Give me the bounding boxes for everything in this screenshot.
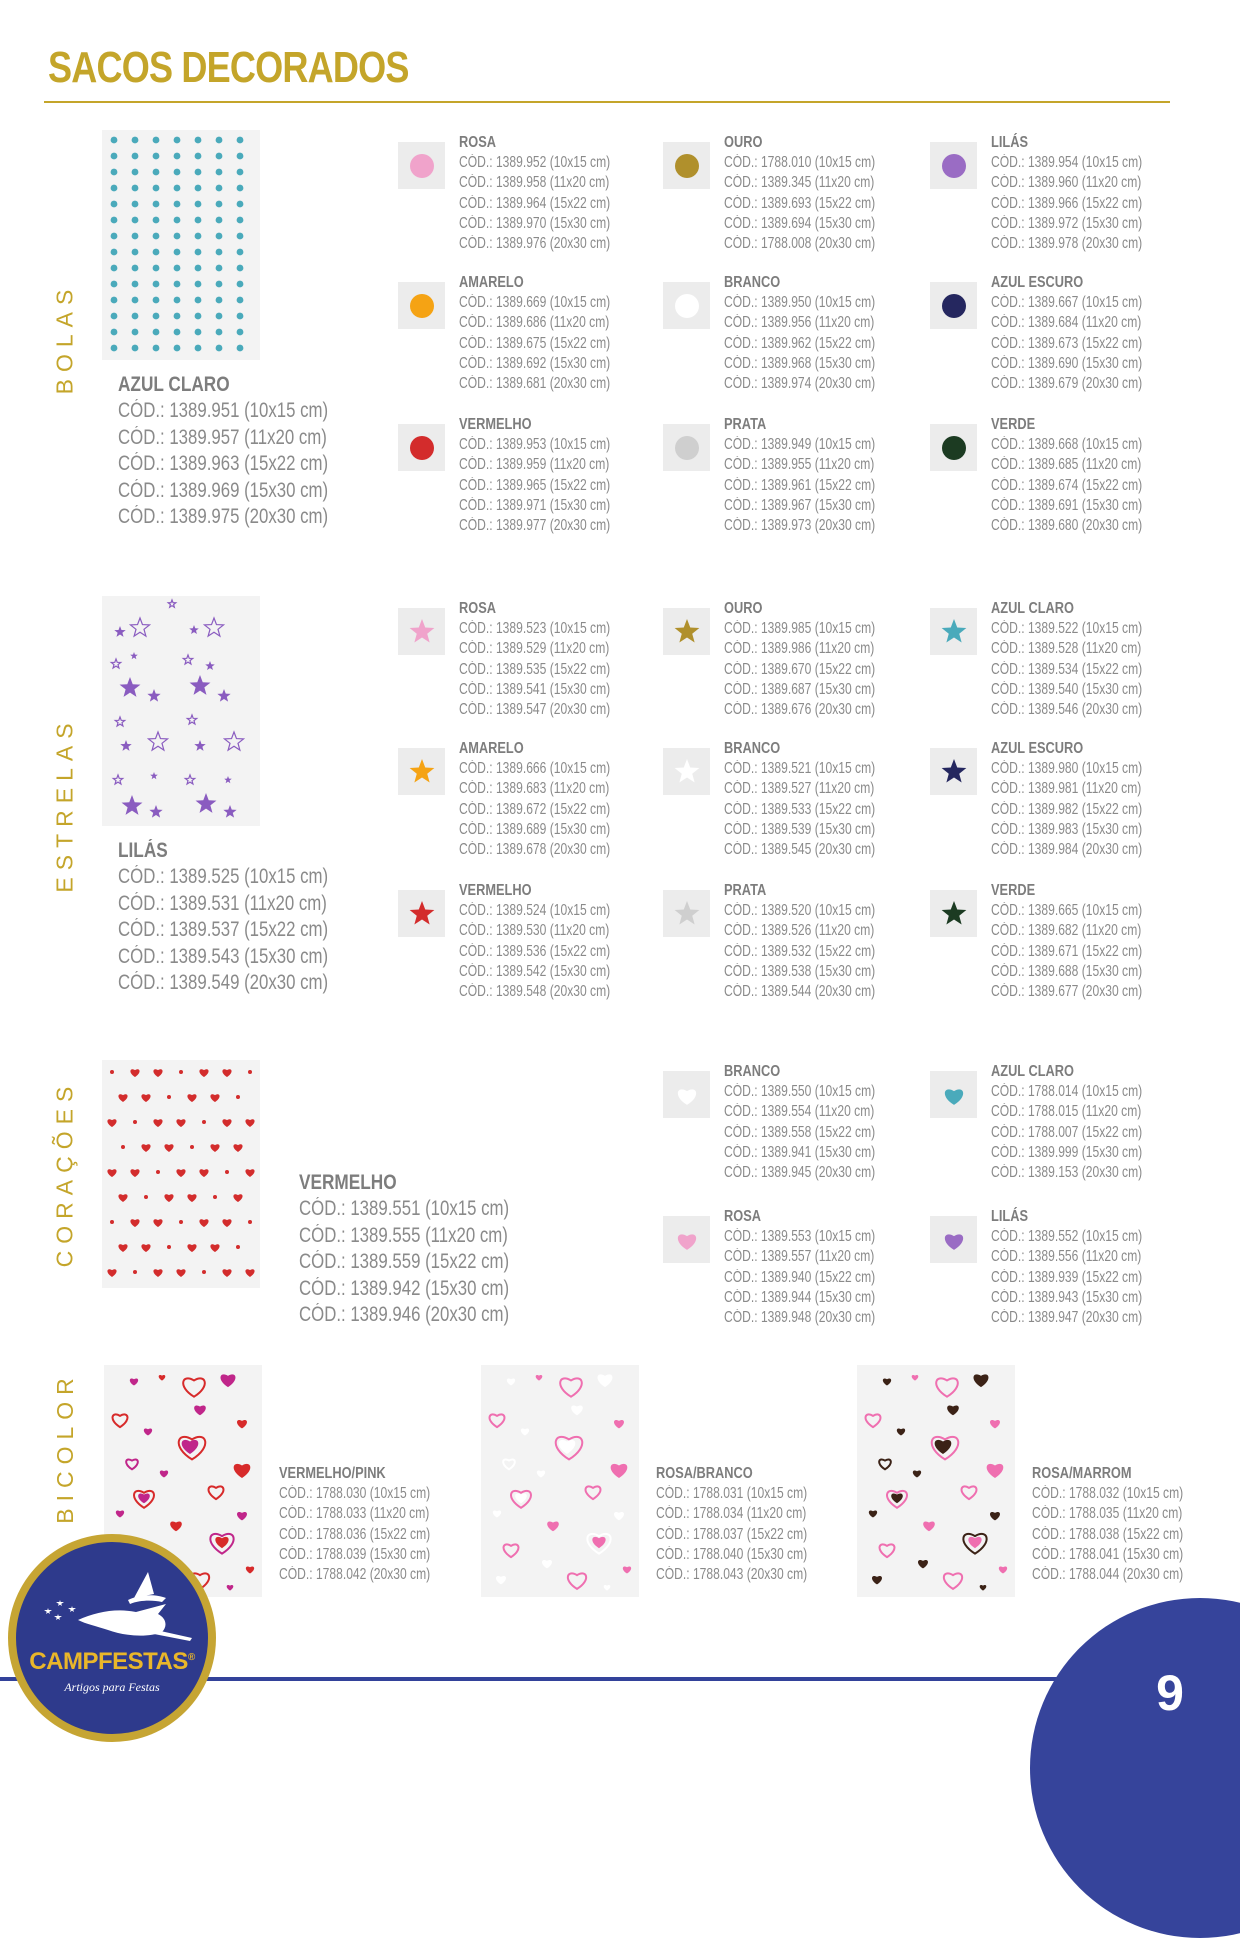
product-name: ROSA (459, 600, 496, 617)
product-code: CÓD.: 1389.970 (15x30 cm) (459, 214, 611, 232)
star-icon (940, 900, 968, 928)
bag-pattern-hearts (102, 1060, 260, 1288)
product-code: CÓD.: 1389.999 (15x30 cm) (991, 1143, 1143, 1161)
bicolor-hearts-pattern (857, 1365, 1015, 1597)
product-code: CÓD.: 1389.533 (15x22 cm) (724, 800, 876, 818)
product-item (930, 739, 1190, 864)
star-icon (408, 758, 436, 786)
product-code: CÓD.: 1389.668 (10x15 cm) (991, 436, 1143, 453)
product-code: CÓD.: 1788.037 (15x22 cm) (656, 1525, 808, 1543)
product-code: CÓD.: 1389.982 (15x22 cm) (991, 800, 1143, 818)
hero-bolas (118, 372, 381, 531)
hero-coracoes (299, 1170, 562, 1329)
product-code: CÓD.: 1389.977 (20x30 cm) (459, 517, 611, 535)
hearts-pattern (102, 1060, 260, 1288)
product-code: CÓD.: 1389.691 (15x30 cm) (991, 496, 1143, 514)
product-code: CÓD.: 1389.939 (15x22 cm) (991, 1268, 1143, 1286)
section-bolas (0, 128, 1240, 548)
product-code: CÓD.: 1788.008 (20x30 cm) (724, 235, 876, 253)
hero-estrelas (118, 838, 381, 997)
product-text (724, 1207, 918, 1328)
product-code: CÓD.: 1389.689 (15x30 cm) (459, 820, 611, 838)
product-code: CÓD.: 1788.007 (15x22 cm) (991, 1123, 1143, 1141)
product-item (663, 881, 923, 1006)
product-text (459, 133, 653, 254)
product-code: CÓD.: 1788.041 (15x30 cm) (1032, 1545, 1184, 1563)
product-item (398, 739, 658, 864)
product-code: CÓD.: 1389.966 (15x22 cm) (991, 194, 1143, 212)
product-code: CÓD.: 1389.526 (11x20 cm) (724, 922, 875, 940)
hero-codes (118, 398, 381, 531)
product-code: CÓD.: 1389.687 (15x30 cm) (724, 680, 876, 698)
product-name: AZUL ESCURO (991, 274, 1084, 291)
color-swatch (663, 748, 710, 795)
bag-pattern-stars (102, 596, 260, 826)
hero-code: CÓD.: 1389.975 (20x30 cm) (118, 505, 329, 528)
product-name: BRANCO (724, 740, 781, 757)
product-code: CÓD.: 1389.546 (20x30 cm) (991, 701, 1143, 719)
color-swatch (398, 608, 445, 655)
product-text (724, 415, 918, 536)
hero-code: CÓD.: 1389.957 (11x20 cm) (118, 425, 327, 449)
product-code: CÓD.: 1389.686 (11x20 cm) (459, 314, 610, 332)
section-estrelas (0, 594, 1240, 1014)
hero-code: CÓD.: 1389.551 (10x15 cm) (299, 1197, 510, 1220)
title-rule (44, 101, 1170, 103)
product-text (724, 739, 918, 860)
page-number: 9 (1156, 1665, 1184, 1721)
product-code: CÓD.: 1389.971 (15x30 cm) (459, 496, 611, 514)
product-code: CÓD.: 1389.523 (10x15 cm) (459, 620, 611, 637)
product-item (663, 415, 923, 540)
product-name: AZUL CLARO (991, 600, 1074, 617)
product-name: VERDE (991, 416, 1036, 433)
product-code: CÓD.: 1389.521 (10x15 cm) (724, 760, 876, 777)
color-swatch (663, 282, 710, 329)
product-code: CÓD.: 1389.673 (15x22 cm) (991, 334, 1143, 352)
product-text (991, 415, 1185, 536)
hero-code: CÓD.: 1389.555 (11x20 cm) (299, 1223, 508, 1247)
product-text (991, 739, 1185, 860)
product-code: CÓD.: 1389.545 (20x30 cm) (724, 841, 876, 859)
product-text (459, 739, 653, 860)
product-code: CÓD.: 1389.535 (15x22 cm) (459, 660, 611, 678)
product-text (724, 273, 918, 394)
product-code: CÓD.: 1389.556 (11x20 cm) (991, 1248, 1142, 1266)
product-code: CÓD.: 1389.945 (20x30 cm) (724, 1164, 876, 1182)
hero-codes (118, 864, 381, 997)
product-item (663, 1062, 923, 1187)
product-code: CÓD.: 1788.036 (15x22 cm) (279, 1525, 431, 1543)
product-code: CÓD.: 1389.672 (15x22 cm) (459, 800, 611, 818)
product-text (991, 599, 1185, 720)
star-icon (940, 618, 968, 646)
product-text (724, 1062, 918, 1183)
product-code: CÓD.: 1389.965 (15x22 cm) (459, 476, 611, 494)
hero-name: VERMELHO (299, 1171, 397, 1194)
product-code: CÓD.: 1389.940 (15x22 cm) (724, 1268, 876, 1286)
product-code: CÓD.: 1389.972 (15x30 cm) (991, 214, 1143, 232)
color-dot-icon (410, 154, 434, 178)
hero-code: CÓD.: 1389.543 (15x30 cm) (118, 944, 329, 968)
product-text (991, 133, 1185, 254)
product-code: CÓD.: 1788.033 (11x20 cm) (279, 1505, 430, 1523)
product-code: CÓD.: 1389.956 (11x20 cm) (724, 314, 875, 332)
product-name: VERDE (991, 882, 1036, 899)
hero-name: LILÁS (118, 839, 168, 862)
bicolor-hearts-pattern (481, 1365, 639, 1597)
hero-code: CÓD.: 1389.549 (20x30 cm) (118, 971, 329, 994)
product-text (724, 881, 918, 1002)
product-code: CÓD.: 1389.520 (10x15 cm) (724, 902, 876, 919)
witch-icon (16, 1542, 208, 1652)
product-text (459, 415, 653, 536)
product-code: CÓD.: 1788.034 (11x20 cm) (656, 1505, 807, 1523)
product-code: CÓD.: 1389.529 (11x20 cm) (459, 640, 610, 658)
product-code: CÓD.: 1389.682 (11x20 cm) (991, 922, 1142, 940)
product-code: CÓD.: 1389.684 (11x20 cm) (991, 314, 1142, 332)
product-code: CÓD.: 1389.954 (10x15 cm) (991, 154, 1143, 171)
product-code: CÓD.: 1788.038 (15x22 cm) (1032, 1525, 1184, 1543)
color-swatch (663, 890, 710, 937)
color-swatch (930, 424, 977, 471)
product-name: AMARELO (459, 274, 524, 291)
product-code: CÓD.: 1389.541 (15x30 cm) (459, 680, 611, 698)
heart-icon (673, 1226, 701, 1254)
product-item (663, 273, 923, 398)
color-dot-icon (942, 436, 966, 460)
product-code: CÓD.: 1389.665 (10x15 cm) (991, 902, 1143, 919)
logo-inner (16, 1542, 208, 1734)
color-dot-icon (410, 436, 434, 460)
product-text (459, 881, 653, 1002)
product-item (279, 1464, 473, 1585)
section-coracoes (0, 1058, 1240, 1358)
product-item (663, 1207, 923, 1332)
hero-codes (299, 1196, 562, 1329)
product-code: CÓD.: 1389.962 (15x22 cm) (724, 334, 876, 352)
product-code: CÓD.: 1389.677 (20x30 cm) (991, 983, 1143, 1001)
product-code: CÓD.: 1788.039 (15x30 cm) (279, 1545, 431, 1563)
product-item (1032, 1464, 1226, 1585)
color-dot-icon (675, 436, 699, 460)
product-code: CÓD.: 1389.985 (10x15 cm) (724, 620, 876, 637)
product-name: ROSA/BRANCO (656, 1465, 753, 1482)
product-name: VERMELHO (459, 416, 532, 433)
color-dot-icon (942, 154, 966, 178)
color-swatch (930, 142, 977, 189)
product-item (663, 599, 923, 724)
product-code: CÓD.: 1389.153 (20x30 cm) (991, 1164, 1143, 1182)
product-name: LILÁS (991, 1208, 1028, 1225)
dots-pattern (102, 130, 260, 360)
product-code: CÓD.: 1788.044 (20x30 cm) (1032, 1566, 1184, 1584)
product-code: CÓD.: 1389.678 (20x30 cm) (459, 841, 611, 859)
product-name: ROSA (459, 134, 496, 151)
product-code: CÓD.: 1389.944 (15x30 cm) (724, 1288, 876, 1306)
product-text (459, 273, 653, 394)
star-icon (673, 618, 701, 646)
section-label-bolas: BOLAS (51, 282, 78, 394)
hero-code: CÓD.: 1389.951 (10x15 cm) (118, 399, 329, 422)
page-number-circle (1030, 1598, 1240, 1938)
product-code: CÓD.: 1389.540 (15x30 cm) (991, 680, 1143, 698)
color-swatch (663, 608, 710, 655)
heart-icon (940, 1081, 968, 1109)
product-code: CÓD.: 1389.669 (10x15 cm) (459, 294, 611, 311)
product-item (398, 133, 658, 258)
product-code: CÓD.: 1389.950 (10x15 cm) (724, 294, 876, 311)
product-name: AZUL ESCURO (991, 740, 1084, 757)
color-dot-icon (410, 294, 434, 318)
product-code: CÓD.: 1788.031 (10x15 cm) (656, 1485, 808, 1502)
product-item (398, 599, 658, 724)
product-code: CÓD.: 1788.035 (11x20 cm) (1032, 1505, 1183, 1523)
product-code: CÓD.: 1389.967 (15x30 cm) (724, 496, 876, 514)
product-code: CÓD.: 1389.679 (20x30 cm) (991, 375, 1143, 393)
product-code: CÓD.: 1788.010 (10x15 cm) (724, 154, 876, 171)
product-text (991, 273, 1185, 394)
product-code: CÓD.: 1389.538 (15x30 cm) (724, 962, 876, 980)
product-code: CÓD.: 1389.943 (15x30 cm) (991, 1288, 1143, 1306)
product-code: CÓD.: 1389.947 (20x30 cm) (991, 1309, 1143, 1327)
product-item (930, 881, 1190, 1006)
product-code: CÓD.: 1389.981 (11x20 cm) (991, 780, 1142, 798)
product-code: CÓD.: 1389.952 (10x15 cm) (459, 154, 611, 171)
product-code: CÓD.: 1389.550 (10x15 cm) (724, 1083, 876, 1100)
color-dot-icon (675, 154, 699, 178)
product-code: CÓD.: 1389.953 (10x15 cm) (459, 436, 611, 453)
logo-brand: CAMPFESTAS® (29, 1648, 195, 1675)
star-icon (940, 758, 968, 786)
product-code: CÓD.: 1389.666 (10x15 cm) (459, 760, 611, 777)
bag-pattern-bicolor (481, 1365, 639, 1597)
campfestas-logo (8, 1534, 216, 1742)
color-dot-icon (675, 294, 699, 318)
product-name: OURO (724, 600, 763, 617)
product-text (991, 1062, 1185, 1183)
star-icon (673, 758, 701, 786)
product-code: CÓD.: 1389.681 (20x30 cm) (459, 375, 611, 393)
product-code: CÓD.: 1788.015 (11x20 cm) (991, 1103, 1142, 1121)
hero-code: CÓD.: 1389.531 (11x20 cm) (118, 891, 327, 915)
product-code: CÓD.: 1389.674 (15x22 cm) (991, 476, 1143, 494)
section-label-bicolor: BICOLOR (51, 1370, 78, 1524)
product-item (930, 415, 1190, 540)
product-code: CÓD.: 1389.948 (20x30 cm) (724, 1309, 876, 1327)
hero-code: CÓD.: 1389.537 (15x22 cm) (118, 918, 329, 941)
product-code: CÓD.: 1788.032 (10x15 cm) (1032, 1485, 1184, 1502)
star-icon (408, 618, 436, 646)
hero-name: AZUL CLARO (118, 373, 230, 396)
product-name: VERMELHO (459, 882, 532, 899)
product-code: CÓD.: 1389.960 (11x20 cm) (991, 174, 1142, 192)
product-code: CÓD.: 1389.544 (20x30 cm) (724, 983, 876, 1001)
product-code: CÓD.: 1389.547 (20x30 cm) (459, 701, 611, 719)
section-label-estrelas: ESTRELAS (51, 715, 78, 893)
product-name: BRANCO (724, 274, 781, 291)
product-code: CÓD.: 1389.539 (15x30 cm) (724, 820, 876, 838)
product-name: PRATA (724, 416, 767, 433)
color-swatch (930, 282, 977, 329)
hero-code: CÓD.: 1389.525 (10x15 cm) (118, 865, 329, 888)
product-code: CÓD.: 1389.534 (15x22 cm) (991, 660, 1143, 678)
page-title: SACOS DECORADOS (48, 43, 409, 92)
product-item (930, 133, 1190, 258)
product-item (398, 881, 658, 1006)
product-code: CÓD.: 1389.345 (11x20 cm) (724, 174, 875, 192)
product-code: CÓD.: 1389.961 (15x22 cm) (724, 476, 876, 494)
product-code: CÓD.: 1389.558 (15x22 cm) (724, 1123, 876, 1141)
product-code: CÓD.: 1788.043 (20x30 cm) (656, 1566, 808, 1584)
product-code: CÓD.: 1389.949 (10x15 cm) (724, 436, 876, 453)
product-item (930, 1207, 1190, 1332)
heart-icon (940, 1226, 968, 1254)
product-code: CÓD.: 1389.958 (11x20 cm) (459, 174, 610, 192)
product-code: CÓD.: 1389.667 (10x15 cm) (991, 294, 1143, 311)
product-code: CÓD.: 1389.986 (11x20 cm) (724, 640, 875, 658)
product-item (930, 599, 1190, 724)
product-name: LILÁS (991, 134, 1028, 151)
product-code: CÓD.: 1788.040 (15x30 cm) (656, 1545, 808, 1563)
product-name: ROSA (724, 1208, 761, 1225)
product-code: CÓD.: 1389.542 (15x30 cm) (459, 962, 611, 980)
product-code: CÓD.: 1788.042 (20x30 cm) (279, 1566, 431, 1584)
product-name: OURO (724, 134, 763, 151)
color-swatch (930, 748, 977, 795)
color-swatch (398, 748, 445, 795)
product-item (656, 1464, 850, 1585)
product-item (398, 273, 658, 398)
product-code: CÓD.: 1389.552 (10x15 cm) (991, 1228, 1143, 1245)
product-code: CÓD.: 1389.983 (15x30 cm) (991, 820, 1143, 838)
color-swatch (663, 1216, 710, 1263)
product-text (459, 599, 653, 720)
product-code: CÓD.: 1389.676 (20x30 cm) (724, 701, 876, 719)
product-code: CÓD.: 1788.030 (10x15 cm) (279, 1485, 431, 1502)
product-code: CÓD.: 1389.554 (11x20 cm) (724, 1103, 875, 1121)
product-code: CÓD.: 1389.941 (15x30 cm) (724, 1143, 876, 1161)
product-code: CÓD.: 1389.980 (10x15 cm) (991, 760, 1143, 777)
product-code: CÓD.: 1389.959 (11x20 cm) (459, 456, 610, 474)
product-text (991, 881, 1185, 1002)
hero-code: CÓD.: 1389.559 (15x22 cm) (299, 1250, 510, 1273)
color-swatch (398, 890, 445, 937)
product-text (724, 133, 918, 254)
product-item (930, 1062, 1190, 1187)
product-code: CÓD.: 1389.692 (15x30 cm) (459, 354, 611, 372)
product-code: CÓD.: 1389.522 (10x15 cm) (991, 620, 1143, 637)
product-code: CÓD.: 1389.524 (10x15 cm) (459, 902, 611, 919)
heart-icon (673, 1081, 701, 1109)
product-code: CÓD.: 1389.553 (10x15 cm) (724, 1228, 876, 1245)
color-swatch (663, 142, 710, 189)
product-text (991, 1207, 1185, 1328)
color-swatch (398, 424, 445, 471)
product-name: VERMELHO/PINK (279, 1465, 386, 1482)
hero-code: CÓD.: 1389.942 (15x30 cm) (299, 1276, 510, 1300)
product-code: CÓD.: 1389.978 (20x30 cm) (991, 235, 1143, 253)
product-name: ROSA/MARROM (1032, 1465, 1132, 1482)
color-swatch (398, 282, 445, 329)
product-code: CÓD.: 1389.675 (15x22 cm) (459, 334, 611, 352)
product-item (930, 273, 1190, 398)
product-code: CÓD.: 1389.976 (20x30 cm) (459, 235, 611, 253)
product-code: CÓD.: 1389.968 (15x30 cm) (724, 354, 876, 372)
product-code: CÓD.: 1389.974 (20x30 cm) (724, 375, 876, 393)
product-code: CÓD.: 1389.530 (11x20 cm) (459, 922, 610, 940)
product-code: CÓD.: 1389.984 (20x30 cm) (991, 841, 1143, 859)
color-swatch (930, 1216, 977, 1263)
bag-pattern-bicolor (857, 1365, 1015, 1597)
product-code: CÓD.: 1389.683 (11x20 cm) (459, 780, 610, 798)
color-swatch (930, 1071, 977, 1118)
color-swatch (930, 608, 977, 655)
product-code: CÓD.: 1389.680 (20x30 cm) (991, 517, 1143, 535)
product-code: CÓD.: 1389.693 (15x22 cm) (724, 194, 876, 212)
product-name: AMARELO (459, 740, 524, 757)
star-icon (673, 900, 701, 928)
product-code: CÓD.: 1788.014 (10x15 cm) (991, 1083, 1143, 1100)
product-item (663, 739, 923, 864)
color-swatch (663, 1071, 710, 1118)
product-code: CÓD.: 1389.536 (15x22 cm) (459, 942, 611, 960)
color-swatch (663, 424, 710, 471)
stars-pattern (102, 596, 260, 826)
hero-code: CÓD.: 1389.969 (15x30 cm) (118, 478, 329, 502)
color-swatch (930, 890, 977, 937)
product-code: CÓD.: 1389.964 (15x22 cm) (459, 194, 611, 212)
product-text (724, 599, 918, 720)
product-code: CÓD.: 1389.528 (11x20 cm) (991, 640, 1142, 658)
product-code: CÓD.: 1389.685 (11x20 cm) (991, 456, 1142, 474)
product-code: CÓD.: 1389.955 (11x20 cm) (724, 456, 875, 474)
product-code: CÓD.: 1389.694 (15x30 cm) (724, 214, 876, 232)
color-swatch (398, 142, 445, 189)
product-name: BRANCO (724, 1063, 781, 1080)
bag-pattern-dots (102, 130, 260, 360)
star-icon (408, 900, 436, 928)
logo-subtitle: Artigos para Festas (64, 1680, 160, 1694)
product-code: CÓD.: 1389.548 (20x30 cm) (459, 983, 611, 1001)
product-code: CÓD.: 1389.690 (15x30 cm) (991, 354, 1143, 372)
product-code: CÓD.: 1389.670 (15x22 cm) (724, 660, 876, 678)
product-code: CÓD.: 1389.532 (15x22 cm) (724, 942, 876, 960)
hero-code: CÓD.: 1389.946 (20x30 cm) (299, 1303, 510, 1326)
product-item (398, 415, 658, 540)
product-code: CÓD.: 1389.688 (15x30 cm) (991, 962, 1143, 980)
product-item (663, 133, 923, 258)
color-dot-icon (942, 294, 966, 318)
product-name: AZUL CLARO (991, 1063, 1074, 1080)
product-code: CÓD.: 1389.527 (11x20 cm) (724, 780, 875, 798)
product-name: PRATA (724, 882, 767, 899)
hero-code: CÓD.: 1389.963 (15x22 cm) (118, 452, 329, 475)
product-code: CÓD.: 1389.973 (20x30 cm) (724, 517, 876, 535)
product-code: CÓD.: 1389.671 (15x22 cm) (991, 942, 1143, 960)
product-code: CÓD.: 1389.557 (11x20 cm) (724, 1248, 875, 1266)
section-label-coracoes: CORAÇÕES (51, 1079, 78, 1267)
